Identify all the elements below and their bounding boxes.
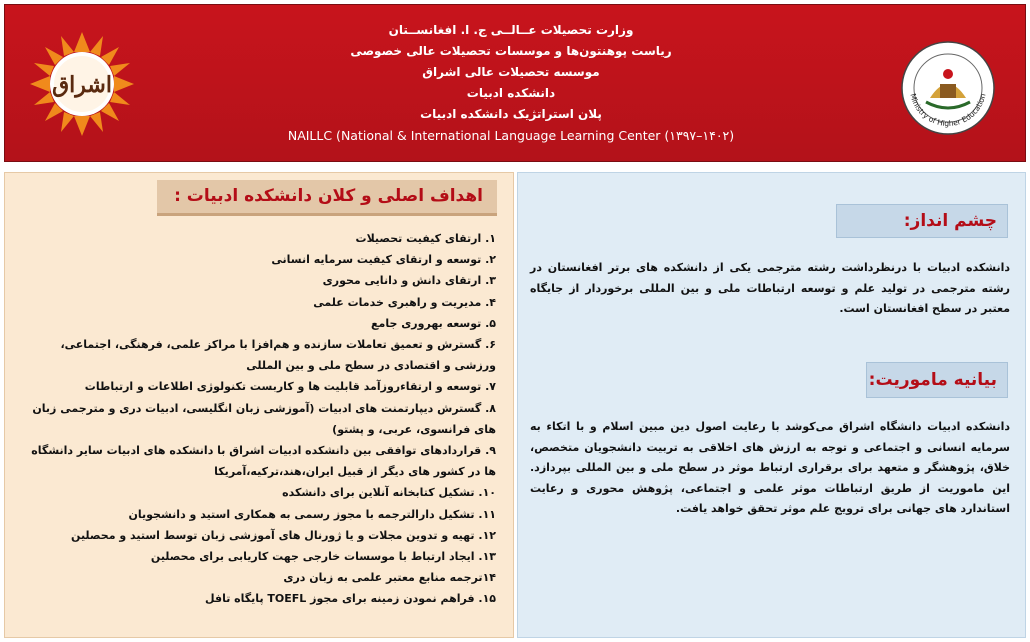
goal-item: ۶. گسترش و تعمیق تعاملات سازنده و هم‌افزا با مراکز علمی، فرهنگی، اجتماعی، ورزشی و اقتصادی در سطح ملی و بین المللی [60,338,496,373]
goal-item: ۷. توسعه و ارتقاء‌روزآمد قابلیت ها و کاربست تکنولوژی اطلاعات و ارتباطات [84,380,496,394]
header-directorate-line: ریاست پوهنتون‌ها و موسسات تحصیلات عالی خصوصی [350,44,672,58]
goal-item: ۲. توسعه و ارتقای کیفیت سرمایه انسانی [271,253,496,267]
goal-item: ۳. ارتقای دانش و دانایی محوری [322,274,496,288]
goals-list [18,228,496,610]
header-faculty-line: دانشکده ادبیات [466,86,556,100]
goal-item: ۹. قراردادهای توافقی بین دانشکده ادبیات اشراق با دانشکده های ادبیات سایر دانشگاه ها در کشور های دیگر از قبیل ایران،هند،ترکیه،آمریکا [31,444,496,479]
header-ministry-line: وزارت تحصیلات عــالــی ج. ا. افغانســتان [388,23,634,37]
goal-item: ۱۵. فراهم نمودن زمینه برای مجوز TOEFL پایگاه تافل [205,592,496,606]
logo-script-text: اشراق [52,72,112,98]
mission-heading: بیانیه ماموریت: [866,362,1008,398]
mission-text: دانشکده ادبیات دانشگاه اشراق می‌کوشد با رعایت اصول دین مبین اسلام و با اتکاء به سرمایه انسانی و اجتماعی و توجه به ارزش های اخلاقی به تربیت دانشجویان متخصص، خلاق، پژوهشگر و متعهد برای برقراری ارتباط موثر در سطح ملی و بین المللی بپردازد. این ماموریت از طریق ارتباطات موثر علمی و اجتماعی، پژوهش محوری و رعایت استاندارد های جهانی برای ترویج علم موثر تحقق خواهد یافت. [530,420,1010,515]
ishraq-sun-logo [30,32,134,136]
header-plan-title: پلان استراتژیک دانشکده ادبیات [420,107,602,121]
header-institute-line: موسسه تحصیلات عالی اشراق [422,65,600,79]
goal-item: ۱۴ترجمه منابع معتبر علمی به زبان دری [283,571,496,585]
vision-heading: چشم انداز: [836,204,1008,238]
vision-mission-panel [517,172,1026,638]
goals-heading: اهداف اصلی و کلان دانشکده ادبیات : [157,180,497,216]
vision-text: دانشکده ادبیات با درنظرداشت رشته مترجمی یکی از دانشکده های برتر افغانستان در رشته مترجمی در تولید علم و توسعه ارتباطات ملی و بین المللی برخوردار از جایگاه معتبر در سطح افغانستان است. [530,261,1010,315]
header-text-block [170,20,852,146]
goal-item: ۱۱. تشکیل دارالترجمه با مجوز رسمی به همکاری استید و دانشجویان [128,507,496,521]
goal-item: ۱۳. ایجاد ارتباط با موسسات خارجی جهت کاریابی برای محصلین [150,550,496,564]
header-english-line: NAILLC (National & International Language Learning Center (۱۳۹۷–۱۴۰۲) [287,128,735,143]
goal-item: ۱. ارتقای کیفیت تحصیلات [355,232,496,245]
goal-item: ۸. گسترش دیپارتمنت های ادبیات (آموزشی زبان انگلیسی، ادبیات دری و مترجمی زبان های فرانسوی، عربی، و پشتو) [32,401,496,436]
goal-item: ۱۰. تشکیل کتابخانه آنلاین برای دانشکده [282,486,496,500]
goal-item: ۴. مدیریت و راهبری خدمات علمی [313,295,496,309]
seal-text: Ministry of Higher Education [908,92,988,129]
goal-item: ۱۲. تهیه و تدوین مجلات و یا ژورنال های آموزشی زبان توسط استید و محصلین [71,528,496,542]
goal-item: ۵. توسعه بهروری جامع [371,316,496,330]
ministry-seal [900,40,996,136]
